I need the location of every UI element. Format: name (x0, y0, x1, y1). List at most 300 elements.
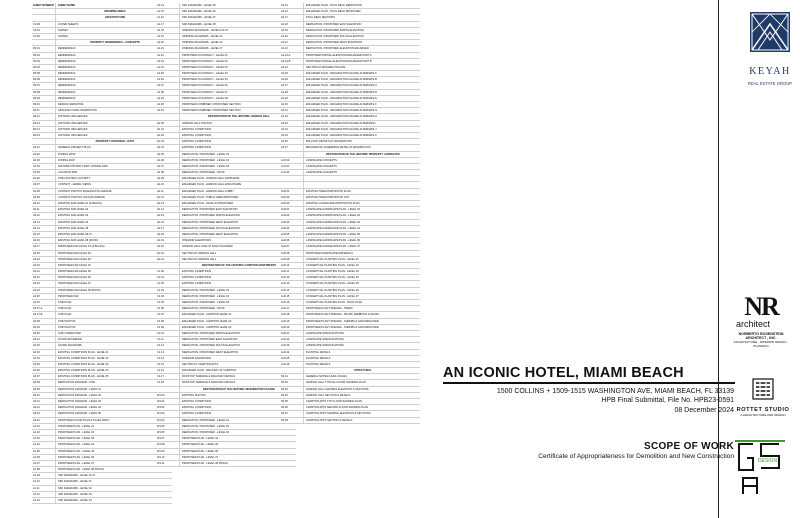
sheet-number: A1.27 (156, 83, 180, 88)
nr-mark: NR (744, 292, 778, 321)
sheet-number: C1.06 (156, 306, 180, 311)
sheet-name: OPENING DIAGRAMS - LEVELS 01-07 (182, 28, 228, 32)
sheet-number: A2.25 (280, 71, 304, 76)
sheet-name: SITE PHOTOS (58, 319, 76, 323)
sheet-number: A2.15 (280, 3, 304, 8)
sheet-name: HISTORIC DISTRICT MAP / ZONING MAP (58, 164, 108, 168)
sheet-number (280, 368, 304, 373)
sheet-name: CONCEPTUAL PLANTING PLAN - LEVEL 05 (306, 282, 359, 286)
sheet-name: PROPOSED FAR LEVEL 01 (& BLDGS) (58, 245, 105, 249)
sheet-number: LH0.09 (280, 257, 304, 262)
sheet-number: S0.04 (280, 393, 304, 398)
sheet-number: A2.32 (280, 114, 304, 119)
sheet-number: C1.18 (156, 380, 180, 385)
sheet-name: LANDSCAPE CONCEPTS (306, 158, 337, 162)
sheet-name: ENLARGED PLAN - HADDON HALL ENCLOSURE (182, 183, 242, 187)
sheet-number: A0.29 (32, 325, 56, 330)
sheet-number: A1.25 (156, 71, 180, 76)
sheet-number: LH0.16 (280, 300, 304, 305)
sheet-name: ENLARGED PLAN - WASHINGTON FACADE ALTERNATE E (306, 96, 377, 100)
sheet-number: A1.02 (32, 430, 56, 435)
sheet-name: ROOFTOP TERRACE & WALKWAY DETAILS (182, 375, 236, 379)
sheet-number: A2.28 (280, 90, 304, 95)
sheet-number: H1.18 (156, 232, 180, 237)
sheet-number: A1.29 (156, 96, 180, 101)
sheet-number: LD0.02 (280, 195, 304, 200)
sheet-number: LH0.23 (280, 343, 304, 348)
submittal-info: HPB Final Submittal, File No. HPB23-0591 (601, 397, 734, 404)
sheet-name: PROPOSED OCCUPANCY - LEVEL 01 (182, 53, 228, 57)
sheet-number: LH0.05 (280, 232, 304, 237)
sheet-name: RENDERINGS (58, 47, 76, 51)
sheet-name: SITE HISTORIC CONTEXT (58, 177, 90, 181)
sheet-name: SDF DIAGRAMS - LEVEL 03 (58, 492, 92, 496)
sheet-name: PLANTING DETAILS (306, 356, 331, 360)
sheet-number: A1.18 (156, 28, 180, 33)
sheet-number: A1.23 (156, 59, 180, 64)
sheet-number: A0.08 (32, 189, 56, 194)
sheet-name: SHEET NAME (58, 4, 76, 7)
sheet-name: COVER SHEETS (58, 22, 79, 26)
sheet-number: A0.33 (32, 350, 56, 355)
scope-title: SCOPE OF WORK (643, 441, 734, 452)
sheet-name: LANDSCAPE HARDSCAPE PLAN - LEVEL 01 (306, 208, 360, 212)
sheet-number: LH0.22 (280, 337, 304, 342)
project-address: 1500 COLLINS + 1509-1515 WASHINGTON AVE, MIAMI BEACH, FL 33139 (496, 388, 734, 395)
sheet-number: R0.03 (32, 59, 56, 64)
sheet-number: A0.35 (32, 362, 56, 367)
sheet-name: EXISTING CONDITIONS (182, 276, 212, 280)
sheet-number: A0.20 (32, 263, 56, 268)
sheet-name: EXISTING FAR LEVEL 06-07 (58, 232, 92, 236)
sheet-name: HADDON HALL TYPICAL FLOOR SHORING PLAN (306, 381, 366, 385)
sheet-number: A2.30 (280, 102, 304, 107)
sheet-name: SDF DIAGRAMS - LEVEL 01 (58, 480, 92, 484)
drawing-index-column-2 (156, 3, 296, 467)
sheet-number: A2.22 (280, 46, 304, 51)
sheet-number: A0.27-A (32, 306, 56, 311)
sheet-number: C1.10 (156, 331, 180, 336)
sheet-number: A0.39 (32, 387, 56, 392)
sheet-number: A0.15 (32, 232, 56, 237)
sheet-number: C1.11 (156, 337, 180, 342)
sheet-number: LH0.11 (280, 269, 304, 274)
sheet-name: FLOOD INCIDENCE (58, 338, 82, 342)
sheet-name: EXISTING CONDITIONS (182, 412, 212, 416)
sheet-name: PROPOSED PLAN - LEVEL 06 (58, 455, 95, 459)
sheet-name: DEMOLITION / PROPOSED - LEVEL 01 (182, 288, 229, 292)
sheet-number: C1.17 (156, 374, 180, 379)
sheet-number: A1.15 (156, 9, 180, 14)
sheet-number: R0.08 (32, 90, 56, 95)
sheet-number: H1.22 (156, 257, 180, 262)
sheet-number: LH0.20 (280, 325, 304, 330)
sheet-number: A1.13 (32, 498, 56, 503)
sheet-name: HISTORIC INFLUENCES (58, 127, 88, 131)
sheet-name: SDF DIAGRAMS - LEVEL 05 (182, 4, 216, 7)
sheet-name: ENLARGED PLAN - WASHINGTON FACADE ALTERNATE I (306, 121, 376, 125)
sheet-number: H1.20 (156, 244, 180, 249)
sheet-number: A1.04 (32, 442, 56, 447)
sheet-number: A2.18 (280, 22, 304, 27)
sheet-name: EXISTING CONDITIONS PLAN - LEVEL 05 (58, 375, 109, 379)
sheet-name: EXISTING FAR LEVEL 01 (& BLDGS) (58, 202, 102, 205)
sheet-number: LH0.18 (280, 312, 304, 317)
sheet-number: A1.12 (32, 492, 56, 497)
sheet-number: W1.00 (156, 393, 180, 398)
sheet-number: A2.26 (280, 77, 304, 82)
sheet-number: A1.09 (32, 473, 56, 478)
sheet-name: EXISTING CONDITIONS (182, 270, 212, 274)
sheet-number: A1.22 (156, 53, 180, 58)
sheet-name: PROPOSED PLAN - LEVEL 05 (58, 449, 95, 453)
sheet-number: A2.24 (280, 65, 304, 70)
sheet-name: SDF DIAGRAMS - LEVEL 08 (182, 22, 216, 26)
sheet-number: A1.05 (32, 449, 56, 454)
sheet-number: H1.05 (156, 152, 180, 157)
sheet-name: LANDSCAPE SPECIFICATIONS (306, 344, 344, 348)
sheet-name: DEMOLITION / PROPOSED EAST ELEVATION (306, 22, 362, 26)
sheet-name: ENLARGED PLAN - WASHINGTON FACADE ALTERNATE J (306, 127, 377, 131)
sheet-name: RESTORATION OF THE HISTORIC WASHINGTON FACADE (203, 387, 275, 391)
sheet-number: A0.21 (32, 269, 56, 274)
drawing-index-column-1 (32, 3, 172, 504)
sheet-number: A1.19 (156, 34, 180, 39)
sheet-number: R0.14 (32, 127, 56, 132)
sheet-name: PROPOSED PLAN - LEVEL 04 (182, 437, 219, 441)
sheet-number: A0.14 (32, 226, 56, 231)
sheet-name: LANDSCAPE SPECIFICATIONS (306, 331, 344, 335)
sheet-number: C0.00 (32, 22, 56, 27)
sheet-number: H1.13 (156, 201, 180, 206)
sheet-number: H1.15 (156, 213, 180, 218)
sheet-name (304, 176, 420, 181)
sheet-number: C1.16 (156, 368, 180, 373)
sheet-name: RENDERINGS (58, 78, 76, 82)
sheet-name: ENLARGED PLAN - HADDON HALL LOBBY (182, 189, 234, 193)
sheet-number: A0.06 (32, 176, 56, 181)
sheet-number: S0.08 (280, 418, 304, 423)
sheet-number: A0.24 (32, 288, 56, 293)
sheet-name: EXISTING CONDITIONS (182, 406, 212, 410)
issue-date: 08 December 2024 (674, 407, 734, 414)
sheet-name: DEMOLITION / PROPOSED WEST ELEVATION (182, 350, 239, 354)
sheet-number: W1.01 (156, 399, 180, 404)
scope-subtitle: Certificate of Appropriateness for Demolition and New Construction (538, 453, 734, 460)
sheet-name: PROPOSED FAR LEVEL 05 (58, 270, 91, 274)
sheet-name: CONCEPTUAL PLANTING PLAN - LEVEL 07 (306, 294, 359, 298)
sheet-number: C1.13 (156, 350, 180, 355)
sheet-name: EXISTING CONDITIONS PLAN - LEVEL 04 (58, 369, 109, 373)
sheet-number: A1.01 (32, 424, 56, 429)
sheet-number: A0.27-B (32, 312, 56, 317)
sheet-name: ENLARGED PLAN - CAMPTON LEVEL 03 (182, 325, 232, 329)
sheet-number: C0.02 (32, 34, 56, 39)
sheet-name: PROPOSED FAR LEVEL 03 (58, 257, 91, 261)
sheet-name: ENLARGED PLAN - CAMPTON LEVEL 01 (182, 313, 232, 317)
sheet-name: SITE PLAN (58, 313, 72, 317)
sheet-name: PROPOSED PLAN - LEVEL 02 (58, 430, 95, 434)
sheet-name: DEMOLITION / PROPOSED EAST ELEVATION (182, 338, 238, 342)
sheet-number: C1.00 (156, 269, 180, 274)
sheet-number: C1.02 (156, 281, 180, 286)
sheet-name: LANDSCAPE HARDSCAPE PLAN - LEVEL 07 (306, 245, 360, 249)
sheet-name: ENLARGED PLAN - WASHINGTON FACADE ALTERNATE H (306, 115, 377, 119)
sheet-name: EXISTING TREE DISPOSITION PLAN (306, 189, 351, 193)
sheet-number: LH0.03 (280, 220, 304, 225)
sheet-name: HADDON HALL LINE OF SIGHT DIAGRAM (182, 245, 233, 249)
keyah-name: KEYAH (749, 66, 791, 77)
sheet-number: A2.17 (280, 15, 304, 20)
sheet-number: S0.03 (280, 387, 304, 392)
sheet-number: C1.03 (156, 288, 180, 293)
sheet-number: A1.03 (32, 436, 56, 441)
sheet-number: A2.29 (280, 96, 304, 101)
sheet-number: A0.41 (32, 399, 56, 404)
sheet-number: R0.01 (32, 46, 56, 51)
sheet-number: H1.04 (156, 145, 180, 150)
sheet-number: A0.12 (32, 213, 56, 218)
sheet-name: CONCEPTUAL PLANTING PLAN - LEVEL 01 (306, 257, 359, 261)
sheet-number: A0.37 (32, 374, 56, 379)
sheet-number: A0.42 (32, 405, 56, 410)
sheet-number: C1.07 (156, 312, 180, 317)
nr-services: ARCHITECTURE · INTERIOR DESIGN · PLANNING (733, 340, 789, 348)
sheet-name: SURVEY (58, 28, 69, 32)
sheet-name: DEMOLITION / PROPOSED - LEVEL 02 (182, 424, 229, 428)
nr-architect-logo (728, 294, 794, 348)
sheet-name: PROPOSED OCCUPANCY - LEVEL 02 (182, 59, 228, 63)
sheet-number: A1.16 (156, 15, 180, 20)
sheet-name: HISTORIC INFLUENCES (58, 133, 88, 137)
sheet-number: A0.03 (32, 158, 56, 163)
sheet-name: HADDON HALL SHORING ELEVATION & SECTIONS (306, 387, 369, 391)
sheet-name: PROPOSED FLOOR PLAN & PLAZA PATIO (58, 418, 110, 422)
sheet-number: A2.27 (280, 83, 304, 88)
sheet-name: PROPOSED PLAN - LEVEL 01 (58, 424, 95, 428)
sheet-name: RESTORATION OF THE HISTORIC HADDON HALL (208, 115, 270, 119)
sheet-name: ENLARGED PLAN - WASHINGTON FACADE ALTERNATE A (306, 72, 377, 76)
sheet-number: H1.12 (156, 195, 180, 200)
sheet-number: H1.00 (156, 121, 180, 126)
sheet-name: BALCONY DETAILS AT WASHINGTON (306, 140, 352, 144)
sheet-number: H1.19 (156, 238, 180, 243)
sheet-number: LH0.10 (280, 263, 304, 268)
sheet-number: H1.03 (156, 139, 180, 144)
sheet-name: SURVEY (58, 34, 69, 38)
sheet-name: SITE PLAN (58, 307, 72, 311)
sheet-name: EXISTING FAR LEVEL 03 (58, 214, 89, 218)
sheet-name: RENDERINGS (58, 84, 76, 88)
sheet-name: PROPOSED PLAN - LEVEL 08 (ROOF) (182, 461, 229, 465)
sheet-name: ARCHITECTURAL INSPIRATION (58, 109, 97, 113)
sheet-number: LH0.21 (280, 331, 304, 336)
sheet-name: PROPOSED PLANT SPECIES - TREES (306, 307, 353, 311)
sheet-name: EXISTING CONDITIONS PLAN - LEVEL 03 (58, 362, 109, 366)
sheet-name: ENLARGED PLAN - WASHINGTON FACADE ALTERNATE G (306, 109, 378, 113)
sheet-number: R0.10 (32, 102, 56, 107)
sheet-name: DEMOLITION DIAGRAM - LEVEL 05 (58, 412, 101, 416)
sheet-number: A1.08 (32, 467, 56, 472)
sheet-number: C1.05 (156, 300, 180, 305)
sheet-number: C1.04 (156, 294, 180, 299)
sheet-number: H1.08 (156, 170, 180, 175)
sheet-number: A1.07 (32, 461, 56, 466)
sheet-number (32, 15, 56, 20)
sheet-number: H1.21 (156, 251, 180, 256)
sheet-name: DEMOLITION / PROPOSED - LEVEL 03 (182, 430, 229, 434)
sheet-number: S0.07 (280, 411, 304, 416)
sheet-number: A0.43 (32, 411, 56, 416)
sheet-number: LH0.14 (280, 288, 304, 293)
sheet-name: ENLARGED PLAN - PUBLIC AREA PROPOSED (182, 195, 239, 199)
drawing-index-column-3 (280, 3, 420, 424)
rottet-subtitle: A ARCHITECTURE AND DESIGN (740, 413, 786, 417)
sheet-number: R0.05 (32, 71, 56, 76)
sheet-number: A2.34 (280, 127, 304, 132)
sheet-number: S0.05 (280, 399, 304, 404)
sheet-name: DEMOLITION / PROPOSED - LEVEL 03 (182, 164, 229, 168)
sheet-number: A1.10 (32, 479, 56, 484)
sheet-number: A0.11 (32, 207, 56, 212)
sheet-name: PROPOSED FAR LEVEL 02 (58, 251, 91, 255)
sheet-number: R0.12 (32, 114, 56, 119)
sheet-number: LH0.26 (280, 362, 304, 367)
sheet-name: EXISTING CONDITIONS (182, 127, 212, 131)
sheet-name: DEMOLITION / PROPOSED - LEVEL 02 (182, 294, 229, 298)
sheet-number: A1.26 (156, 77, 180, 82)
sheet-name: DEMOLITION / PROPOSED - ROOF (182, 307, 225, 311)
sheet-name: SECTION AT HADDON HALL (182, 251, 217, 255)
sheet-number: LH0.17 (280, 306, 304, 311)
sheet-name: PROPOSED FAR LEVEL 08 (ROOF) (58, 288, 101, 292)
sheet-number: W1.06 (156, 430, 180, 435)
sheet-name: DEMOLITION DIAGRAM - LEVEL 01 (58, 387, 101, 391)
sheet-name: DEMOLITION / PROPOSED - LEVEL 01 (182, 418, 229, 422)
sheet-name: DEMOLITION / PROPOSED WEST ELEVATION (182, 220, 239, 224)
sheet-name: RENDERINGS (58, 72, 76, 76)
sheet-number: A0.19 (32, 257, 56, 262)
sheet-number: A0.18 (32, 251, 56, 256)
sheet-name: DEMOLITION DIAGRAM - LEVEL 03 (58, 400, 101, 403)
sheet-name: DEMOLITION / PROPOSED - LEVEL 02 (182, 158, 229, 162)
sheet-name: EXISTING CONDITIONS (182, 133, 212, 137)
sheet-name: RENDERINGS (58, 96, 76, 100)
gsa-mark-icon (735, 440, 787, 496)
sheet-number: A1.20 (156, 40, 180, 45)
sheet-name: ENLARGED PLAN - CAMPTON LEVEL 02 (182, 319, 232, 323)
sheet-name: EXISTING CONDITIONS (182, 146, 212, 150)
sheet-name: ENLARGED PLAN - LEVEL 02 PROPOSED (182, 202, 234, 205)
sheet-number: H1.10 (156, 182, 180, 187)
sheet-name: ENLARGED PLAN - POOL DECK DEMOLITION (306, 4, 362, 7)
sheet-number: W1.05 (156, 424, 180, 429)
sheet-number: A2.20 (280, 34, 304, 39)
sheet-name: SECTION AT CAMPTON APTS (182, 362, 219, 366)
sheet-name: DEMOLITION / PROPOSED WEST ELEVATION (182, 232, 239, 236)
sheet-number: LC0.00 (280, 158, 304, 163)
sheet-number: A2.31 (280, 108, 304, 113)
sheet-number: A0.02 (32, 152, 56, 157)
sheet-name: MECHANICAL SCREENING DETAIL AT WASHINGTON (306, 146, 371, 150)
sheet-name: CONTEXT - AERIAL VIEWS (58, 183, 91, 187)
sheet-name: DEMOLITION / PROPOSED NORTH ELEVATION (306, 28, 364, 32)
sheet-number: LH0.07 (280, 244, 304, 249)
rottet-emblem-icon (752, 378, 774, 400)
sheet-name: CAMPTON APTS SECTION & DETAILS (306, 418, 353, 422)
sheet-name: PROPOSED PLAN - LEVEL 07 (182, 455, 219, 459)
sheet-number: LH0.02 (280, 213, 304, 218)
sheet-number: A0.07 (32, 182, 56, 187)
sheet-name: OPENING DIAGRAMS - LEVEL 07 (182, 47, 223, 51)
sheet-number: C1.08 (156, 319, 180, 324)
sheet-number: LH0.01 (280, 207, 304, 212)
sheet-number: A2.23-A (280, 53, 304, 58)
sheet-number: R0.11 (32, 108, 56, 113)
sheet-name: DEMOLITION / PROPOSED ELEVATION ENLARGED (306, 47, 369, 51)
nr-word: architect (736, 319, 771, 329)
sheet-name: PROPOSED OCCUPANCY - LEVEL 05 (182, 78, 228, 82)
index-row (156, 461, 296, 467)
sheet-name: DEMOLITION / PROPOSED SOUTH ELEVATION (182, 226, 240, 230)
sheet-name: HADDON HALL SECTION & DETAILS (306, 393, 351, 397)
sheet-number: LH0.24 (280, 350, 304, 355)
sheet-number: LD0.03 (280, 201, 304, 206)
sheet-number: LH0.13 (280, 281, 304, 286)
project-title: AN ICONIC HOTEL, MIAMI BEACH (443, 365, 684, 381)
sheet-name: DEMOLITION / PROPOSED - LEVEL 01 (182, 152, 229, 156)
sheet-name: PROPOSED FAR LEVEL 07 (58, 282, 91, 286)
sheet-number: A0.16 (32, 238, 56, 243)
sheet-name: DRAWING INDEX (104, 10, 126, 14)
sheet-name: PROPOSED OCCUPANCY - LEVEL 07 (182, 90, 228, 94)
sheet-name: PROPERTY RENDERINGS + CONCEPTS (90, 41, 140, 45)
sheet-number: A0.44 (32, 418, 56, 423)
sheet-name: CAMPTON APTS SECOND FLOOR SHORING PLAN (306, 406, 369, 410)
sheet-number: A2.21 (280, 40, 304, 45)
sheet-name: ENLARGED PLAN - WASHINGTON FACADE ALTERNATE C (306, 84, 377, 88)
sheet-number: A0.04 (32, 164, 56, 169)
sheet-number: W1.08 (156, 442, 180, 447)
sheet-name: PROPOSED OCCUPANCY - LEVEL 06 (182, 84, 228, 88)
sheet-number: S0.02 (280, 380, 304, 385)
sheet-number: A0.31 (32, 337, 56, 342)
sheet-number: A2.35 (280, 133, 304, 138)
sheet-name: DEMOLITION / PROPOSED - ROOF (182, 171, 225, 175)
sheet-name: SECTION AT WASHINGTON AVE (306, 65, 346, 69)
sheet-name: PROPOSED PARTIAL ELEVATION ENLARGED PART B (306, 59, 372, 63)
sheet-number: A0.10 (32, 201, 56, 206)
sheet-name: RENDERINGS (58, 59, 76, 63)
sheet-name: DEMOLITION DIAGRAM - SITE (58, 381, 96, 385)
sheet-number (280, 182, 304, 187)
sheet-name: DEMOLITION / PROPOSED NORTH ELEVATION (182, 331, 240, 335)
sheet-number: A0.25 (32, 294, 56, 299)
sheet-number: A1.21 (156, 46, 180, 51)
sheet-name: SCOPE DIAGRAMS (58, 344, 82, 348)
sheet-number: R0.07 (32, 83, 56, 88)
sheet-number: R0.04 (32, 65, 56, 70)
sheet-number: W1.07 (156, 436, 180, 441)
sheet-name: RESTORATION OF THE HISTORIC PROPERTY LANDSCAPE (326, 152, 400, 156)
sheet-number: A0.38 (32, 380, 56, 385)
sheet-name: DEMOLITION / PROPOSED NORTH ELEVATION (182, 214, 240, 218)
sheet-name: EXISTING PHOTOS (182, 393, 206, 397)
sheet-name: CONCEPTUAL PLANTING PLAN - LEVEL 03 (306, 270, 359, 274)
sheet-number: A0.01 (32, 145, 56, 150)
sheet-name: LANDSCAPE CONCEPTS (306, 171, 337, 175)
rottet-name: ROTTET STUDIO (736, 407, 790, 413)
